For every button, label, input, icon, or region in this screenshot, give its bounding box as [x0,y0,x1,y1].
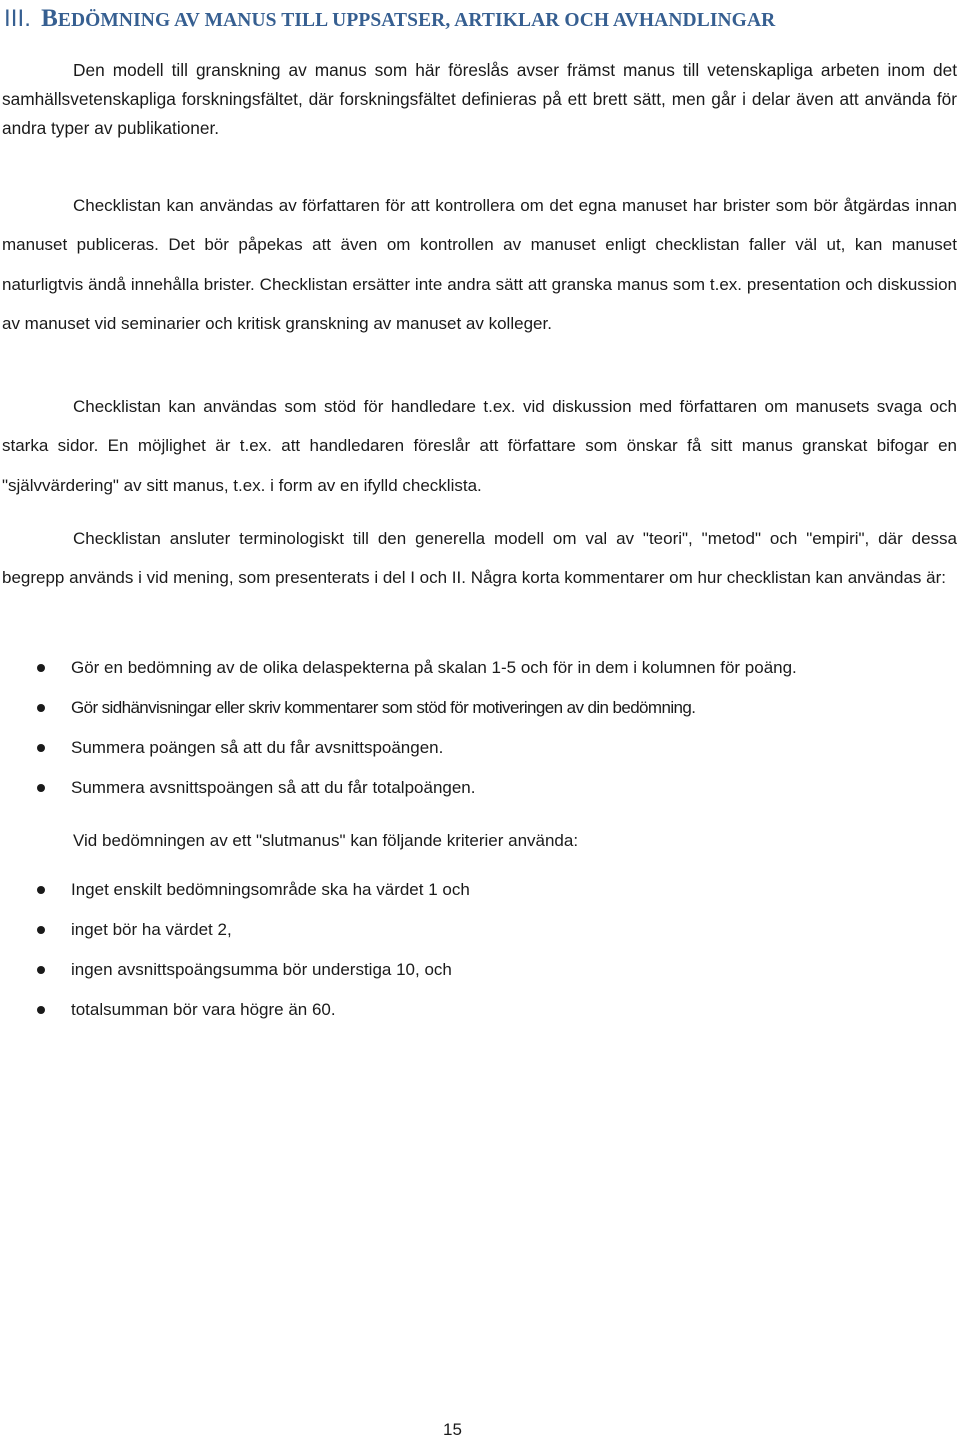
list-item: inget bör ha värdet 2, [0,910,955,950]
criteria-intro-paragraph: Vid bedömningen av ett "slutmanus" kan följande kriterier använda: [73,831,579,850]
list-item: ingen avsnittspoängsumma bör understiga 10, och [0,950,955,990]
supervisor-paragraph: Checklistan kan användas som stöd för handledare t.ex. vid diskussion med författaren om manusets svaga och starka sidor. En möjlighet är t.ex. att handledaren föreslår att författare som önskar få sitt manus granskat bifogar en "självvärdering" av sitt manus, t.ex. i form av en ifylld checklista. [2,397,957,495]
list-item: Gör sidhänvisningar eller skriv kommentarer som stöd för motiveringen av din bedömning. [0,688,955,728]
bullet-icon [37,784,45,792]
bullet-icon [37,744,45,752]
usage-instructions-list [0,648,955,808]
section-number: III. [4,5,32,32]
list-item: Gör en bedömning av de olika delaspekterna på skalan 1-5 och för in dem i kolumnen för poäng. [0,648,955,688]
list-item: Summera avsnittspoängen så att du får totalpoängen. [0,768,955,808]
bullet-icon [37,664,45,672]
criteria-list [0,870,955,1030]
list-item: Summera poängen så att du får avsnittspoängen. [0,728,955,768]
section-heading [4,4,954,36]
section-title: EDÖMNING AV MANUS TILL UPPSATSER, ARTIKLAR OCH AVHANDLINGAR [57,10,776,31]
bullet-icon [37,1006,45,1014]
bullet-icon [37,926,45,934]
list-item: Inget enskilt bedömningsområde ska ha värdet 1 och [0,870,955,910]
bullet-icon [37,886,45,894]
page-number: 15 [443,1420,462,1439]
bullet-icon [37,704,45,712]
author-checklist-paragraph: Checklistan kan användas av författaren för att kontrollera om det egna manuset har brister som bör åtgärdas innan manuset publiceras. Det bör påpekas att även om kontrollen av manuset enligt checklistan faller väl ut, kan manuset naturligtvis ändå innehålla brister. Checklistan ersätter inte andra sätt att granska manus som t.ex. presentation och diskussion av manuset vid seminarier och kritisk granskning av manuset av kolleger. [2,196,957,333]
terminology-paragraph: Checklistan ansluter terminologiskt till den generella modell om val av "teori", "metod" och "empiri", där dessa begrepp används i vid mening, som presenterats i del I och II. Några korta kommentarer om hur checklistan kan användas är: [2,529,957,588]
section-title-initial: B [41,5,58,32]
list-item: totalsumman bör vara högre än 60. [0,990,955,1030]
bullet-icon [37,966,45,974]
intro-paragraph: Den modell till granskning av manus som här föreslås avser främst manus till vetenskapliga arbeten inom det samhällsvetenskapliga forskningsfältet, där forskningsfältet definieras på ett brett sätt, men går i delar även att använda för andra typer av publikationer. [2,60,957,138]
